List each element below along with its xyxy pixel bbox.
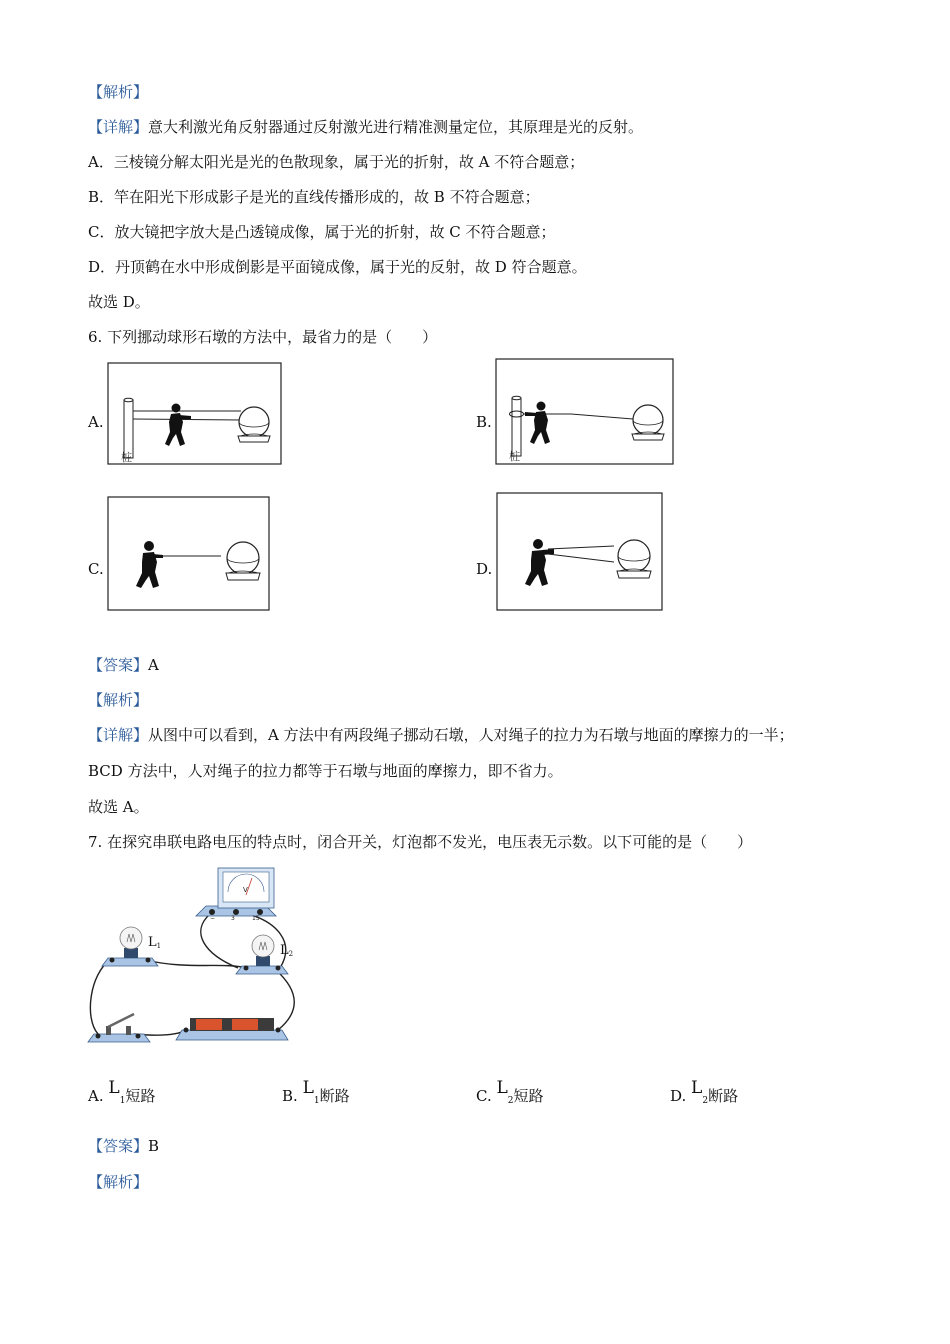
q6-detail-line2: BCD 方法中，人对绳子的拉力都等于石墩与地面的摩擦力，即不省力。 [88, 762, 563, 780]
option-lamp-letter: L [496, 1078, 508, 1098]
option-lamp-letter: L [691, 1078, 703, 1098]
terminal-3: 3 [231, 915, 235, 922]
analysis-label: 【解析】 [88, 83, 149, 101]
battery-holder [176, 1018, 288, 1040]
stone-ball-icon [238, 407, 270, 442]
lamp1-letter: L [148, 935, 157, 950]
q5-conclusion: 故选 D。 [88, 293, 150, 311]
q7-answer [88, 1136, 159, 1156]
q6-figure-d [496, 492, 664, 612]
q7-option-c [476, 1078, 544, 1111]
post-label: 桩 [509, 450, 520, 463]
svg-text:L1 [148, 935, 161, 950]
q6-detail [88, 725, 794, 745]
lamp2-sub: 2 [288, 950, 294, 958]
answer-value: B [148, 1137, 160, 1155]
option-letter: C. [476, 1087, 492, 1105]
option-text: 短路 [125, 1087, 156, 1105]
voltmeter [196, 868, 276, 922]
option-lamp-sub: 2 [507, 1096, 514, 1106]
lamp-l1 [102, 927, 161, 966]
lamp1-sub: 1 [156, 942, 162, 950]
lamp2-letter: L [280, 943, 289, 958]
q6-conclusion: 故选 A。 [88, 798, 149, 816]
q7-option-d [670, 1078, 738, 1111]
option-lamp-letter: L [108, 1078, 120, 1098]
q6-answer [88, 655, 159, 675]
detail-text: 意大利激光角反射器通过反射激光进行精准测量定位，其原理是光的反射。 [148, 118, 644, 136]
terminal-neg: − [210, 915, 216, 922]
answer-value: A [148, 656, 159, 674]
q7-question: 7. 在探究串联电路电压的特点时，闭合开关，灯泡都不发光，电压表无示数。以下可能的是（ ） [88, 833, 753, 851]
option-text: 断路 [319, 1087, 350, 1105]
q5-option-d: D．丹顶鹤在水中形成倒影是平面镜成像，属于光的反射，故 D 符合题意。 [88, 258, 587, 276]
q6-option-c-label: C. [88, 560, 104, 578]
q5-option-c: C．放大镜把字放大是凸透镜成像，属于光的折射，故 C 不符合题意； [88, 223, 556, 241]
stone-ball-icon [632, 405, 664, 440]
option-lamp-sub: 2 [702, 1096, 709, 1106]
q6-question: 6. 下列挪动球形石墩的方法中，最省力的是（ ） [88, 328, 438, 346]
option-letter: A. [88, 1087, 104, 1105]
detail-prefix: 【详解】 [88, 118, 149, 136]
q6-figure-a [107, 362, 283, 466]
q5-option-a: A．三棱镜分解太阳光是光的色散现象，属于光的折射，故 A 不符合题意； [88, 153, 585, 171]
q7-circuit-figure [86, 862, 310, 1048]
option-letter: D. [670, 1087, 687, 1105]
stone-ball-icon [617, 540, 651, 578]
svg-text:L2 [280, 943, 293, 958]
answer-prefix: 【答案】 [88, 656, 149, 674]
q5-detail [88, 117, 643, 137]
answer-prefix: 【答案】 [88, 1137, 149, 1155]
option-letter: B. [282, 1087, 298, 1105]
q6-option-d-label: D. [476, 560, 493, 578]
q7-option-a [88, 1078, 155, 1111]
post-label: 桩 [121, 451, 132, 464]
detail-text: 从图中可以看到，A 方法中有两段绳子挪动石墩，人对绳子的拉力为石墩与地面的摩擦力的一半； [148, 726, 794, 744]
q6-figure-c [107, 496, 271, 612]
option-text: 短路 [513, 1087, 544, 1105]
q5-option-b: B．竿在阳光下形成影子是光的直线传播形成的，故 B 不符合题意； [88, 188, 540, 206]
option-lamp-letter: L [302, 1078, 314, 1098]
analysis-label: 【解析】 [88, 691, 149, 709]
option-text: 断路 [708, 1087, 739, 1105]
switch [88, 1014, 150, 1042]
option-lamp-sub: 1 [119, 1096, 126, 1106]
meter-symbol: V [243, 886, 248, 894]
q6-figure-b [495, 358, 675, 466]
q6-option-a-label: A. [88, 413, 104, 431]
q7-option-b [282, 1078, 350, 1111]
detail-prefix: 【详解】 [88, 726, 149, 744]
analysis-label: 【解析】 [88, 1173, 149, 1191]
q6-option-b-label: B. [476, 413, 492, 431]
terminal-15: 15 [252, 915, 260, 922]
option-lamp-sub: 1 [313, 1096, 320, 1106]
stone-ball-icon [226, 542, 260, 580]
